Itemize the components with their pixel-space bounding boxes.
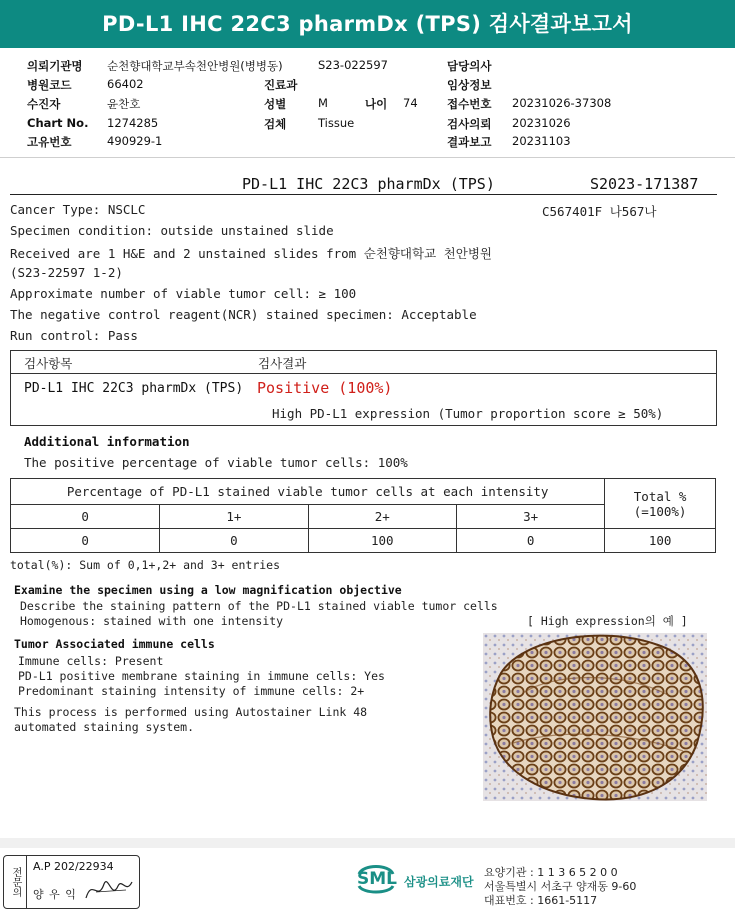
age-value: 74 <box>403 96 418 110</box>
additional-heading: Additional information <box>24 434 190 449</box>
intensity-col-0: 0 <box>11 505 160 529</box>
institution-code: S23-022597 <box>318 58 388 72</box>
high-expression-example-image <box>483 633 707 801</box>
ihc-stain-image <box>483 633 707 801</box>
process-line2: automated staining system. <box>14 720 195 734</box>
specimen-value: Tissue <box>318 116 355 130</box>
sample-ref: C567401F 나567나 <box>542 204 657 219</box>
age-label: 나이 <box>365 97 388 111</box>
request-label: 검사의뢰 <box>447 117 492 131</box>
institution-value: 순천향대학교부속천안병원(병병동) <box>107 59 283 73</box>
sex-value: M <box>318 96 328 110</box>
intensity-value-2: 100 <box>308 529 456 553</box>
address: 서울특별시 서초구 양재동 9-60 <box>484 880 637 893</box>
immune-line1: Immune cells: Present <box>18 654 164 668</box>
footer-band <box>0 838 735 848</box>
doctor-label: 담당의사 <box>447 59 492 73</box>
department-label: 진료과 <box>264 78 298 92</box>
report-date-value: 20231103 <box>512 134 571 148</box>
request-value: 20231026 <box>512 116 571 130</box>
intensity-total: 100 <box>605 529 716 553</box>
intensity-col-3: 3+ <box>456 505 604 529</box>
hospital-code-value: 66402 <box>107 77 144 91</box>
receipt-value: 20231026-37308 <box>512 96 612 110</box>
intensity-col-2: 2+ <box>308 505 456 529</box>
test-name: PD-L1 IHC 22C3 pharmDx (TPS) <box>24 381 244 396</box>
result-col1-header: 검사항목 <box>24 356 73 371</box>
intensity-col-1: 1+ <box>160 505 308 529</box>
chart-value: 1274285 <box>107 116 159 130</box>
receipt-label: 접수번호 <box>447 97 492 111</box>
result-box-divider <box>10 373 717 374</box>
info-separator <box>0 157 735 158</box>
report-id: S2023-171387 <box>590 175 699 193</box>
institution-label: 의뢰기관명 <box>27 59 83 73</box>
report-title-rule <box>10 194 717 195</box>
cancer-type: Cancer Type: NSCLC <box>10 202 146 217</box>
examine-line2: Homogenous: stained with one intensity <box>20 614 284 628</box>
hospital-code-label: 병원코드 <box>27 78 72 92</box>
result-col2-header: 검사결과 <box>258 356 307 371</box>
examine-heading: Examine the specimen using a low magnification objective <box>14 583 402 597</box>
report-title: PD-L1 IHC 22C3 pharmDx (TPS) <box>242 175 495 193</box>
stamp-side-label: 전문의 <box>4 856 27 908</box>
org-code: 요양기관 : 1 1 3 6 5 2 0 0 <box>484 866 618 879</box>
sml-logo-text: SML <box>357 869 397 889</box>
patient-value: 윤찬호 <box>107 97 141 111</box>
intensity-value-0: 0 <box>11 529 160 553</box>
signature-scribble <box>82 872 138 906</box>
report-date-label: 결과보고 <box>447 135 492 149</box>
clinical-label: 임상정보 <box>447 78 492 92</box>
chart-label: Chart No. <box>27 116 89 130</box>
viable-cells: Approximate number of viable tumor cell: ≥ 100 <box>10 286 357 301</box>
received-text: Received are 1 H&E and 2 unstained slides from 순천향대학교 천안병원 <box>10 246 492 261</box>
stamp-name: 양 우 익 <box>33 888 77 901</box>
total-header <box>605 479 716 529</box>
ncr-text: The negative control reagent(NCR) stained specimen: Acceptable <box>10 307 477 322</box>
image-caption: [ High expression의 예 ] <box>527 614 688 628</box>
intensity-table-header: Percentage of PD-L1 stained viable tumor cells at each intensity <box>11 479 605 505</box>
patient-label: 수진자 <box>27 97 61 111</box>
phone: 대표번호 : 1661-5117 <box>484 894 598 907</box>
pathologist-stamp <box>3 855 140 909</box>
received-ref: (S23-22597 1-2) <box>10 265 123 280</box>
specimen-condition: Specimen condition: outside unstained slide <box>10 223 334 238</box>
immune-line3: Predominant staining intensity of immune cells: 2+ <box>18 684 365 698</box>
total-header-line1: Total % <box>633 488 687 504</box>
expression-text: High PD-L1 expression (Tumor proportion score ≥ 50%) <box>272 406 664 421</box>
immune-heading: Tumor Associated immune cells <box>14 637 215 651</box>
intensity-value-3: 0 <box>456 529 604 553</box>
intensity-table <box>10 478 716 553</box>
immune-line2: PD-L1 positive membrane staining in immune cells: Yes <box>18 669 385 683</box>
report-header-title: PD-L1 IHC 22C3 pharmDx (TPS) 검사결과보고서 <box>102 12 633 36</box>
run-control: Run control: Pass <box>10 328 138 343</box>
total-header-line2: (=100%) <box>633 503 687 519</box>
sex-label: 성별 <box>264 97 287 111</box>
additional-text: The positive percentage of viable tumor cells: 100% <box>24 455 408 470</box>
id-label: 고유번호 <box>27 135 72 149</box>
table-note: total(%): Sum of 0,1+,2+ and 3+ entries <box>10 558 281 572</box>
examine-line1: Describe the staining pattern of the PD-L1 stained viable tumor cells <box>20 599 498 613</box>
company-name: 삼광의료재단 <box>404 875 474 889</box>
intensity-value-1: 0 <box>160 529 308 553</box>
stamp-code: A.P 202/22934 <box>33 860 114 873</box>
test-result: Positive (100%) <box>257 379 393 397</box>
specimen-label: 검체 <box>264 117 287 131</box>
process-line1: This process is performed using Autostainer Link 48 <box>14 705 368 719</box>
id-value: 490929-1 <box>107 134 163 148</box>
